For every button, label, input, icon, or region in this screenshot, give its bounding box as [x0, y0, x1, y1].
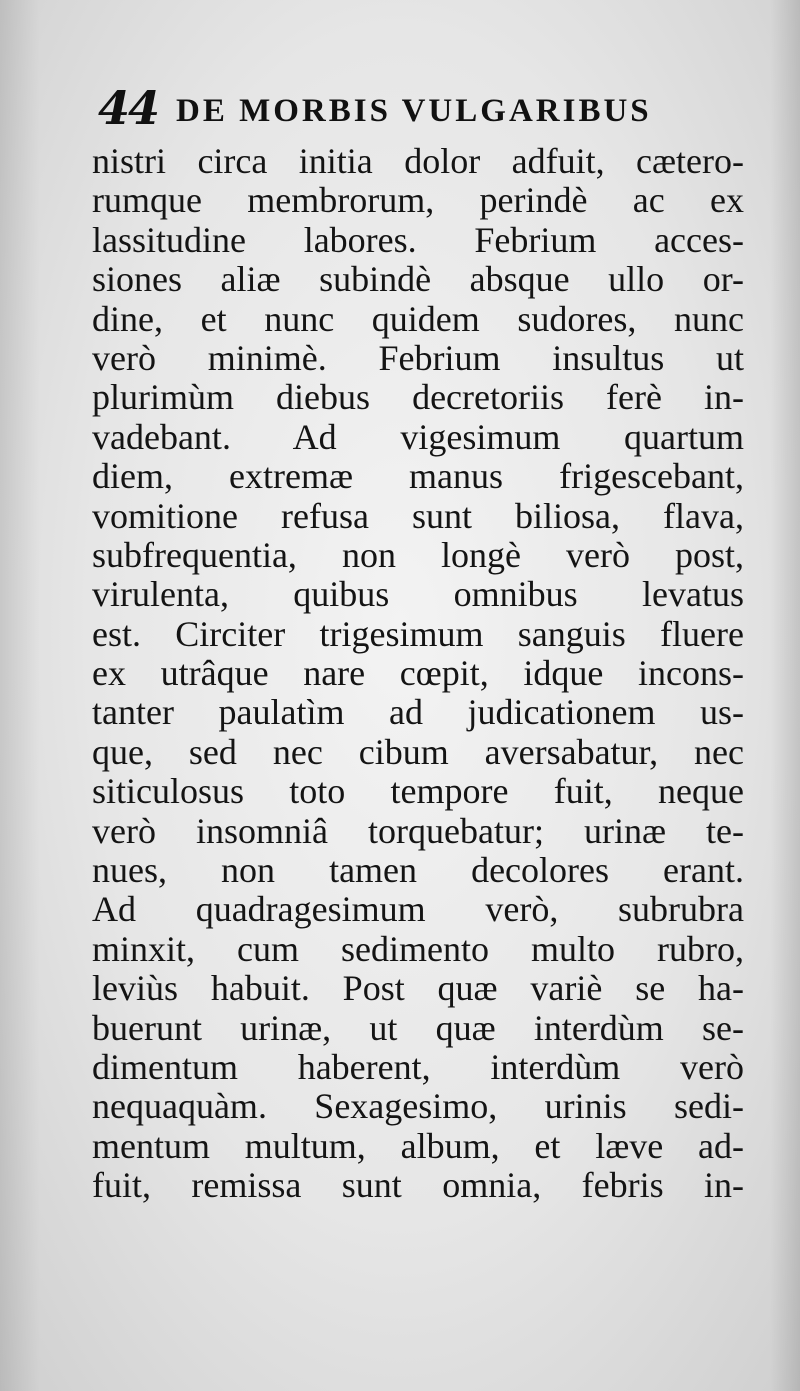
text-line: tanter paulatìm ad judicationem us-: [92, 692, 744, 733]
text-line: mentum multum, album, et læve ad-: [92, 1125, 744, 1166]
text-line: vomitione refusa sunt biliosa, flava,: [92, 495, 744, 536]
text-line: vadebant. Ad vigesimum quartum: [92, 416, 744, 457]
text-line: nequaquàm. Sexagesimo, urinis sedi-: [92, 1086, 744, 1127]
text-line: fuit, remissa sunt omnia, febris in-: [92, 1165, 744, 1206]
text-line: ex utrâque nare cœpit, idque incons-: [92, 653, 744, 694]
text-line: verò minimè. Febrium insultus ut: [92, 337, 744, 378]
text-line: minxit, cum sedimento multo rubro,: [92, 928, 744, 969]
text-line: plurimùm diebus decretoriis ferè in-: [92, 377, 744, 418]
text-line: virulenta, quibus omnibus levatus: [92, 574, 744, 615]
body-text: [92, 142, 744, 1206]
text-line: siones aliæ subindè absque ullo or-: [92, 259, 744, 300]
text-line: rumque membrorum, perindè ac ex: [92, 180, 744, 221]
text-line: Ad quadragesimum verò, subrubra: [92, 889, 744, 930]
running-head: DE MORBIS VULGARIBUS: [176, 93, 652, 129]
text-line: lassitudine labores. Febrium acces-: [92, 219, 744, 260]
text-line: diem, extremæ manus frigescebant,: [92, 456, 744, 497]
text-line: dine, et nunc quidem sudores, nunc: [92, 298, 744, 339]
text-line: dimentum haberent, interdùm verò: [92, 1046, 744, 1087]
text-line: leviùs habuit. Post quæ variè se ha-: [92, 968, 744, 1009]
page-edge-shadow-left: [0, 0, 40, 1391]
text-line: nues, non tamen decolores erant.: [92, 850, 744, 891]
text-line: siticulosus toto tempore fuit, neque: [92, 771, 744, 812]
text-line: buerunt urinæ, ut quæ interdùm se-: [92, 1007, 744, 1048]
page-number: 44: [98, 81, 159, 135]
text-line: est. Circiter trigesimum sanguis fluere: [92, 613, 744, 654]
page-edge-shadow-right: [770, 0, 800, 1391]
page-header: [98, 78, 738, 138]
text-line: verò insomniâ torquebatur; urinæ te-: [92, 810, 744, 851]
text-line: que, sed nec cibum aversabatur, nec: [92, 731, 744, 772]
text-line: subfrequentia, non longè verò post,: [92, 534, 744, 575]
text-line: nistri circa initia dolor adfuit, cætero-: [92, 141, 744, 181]
